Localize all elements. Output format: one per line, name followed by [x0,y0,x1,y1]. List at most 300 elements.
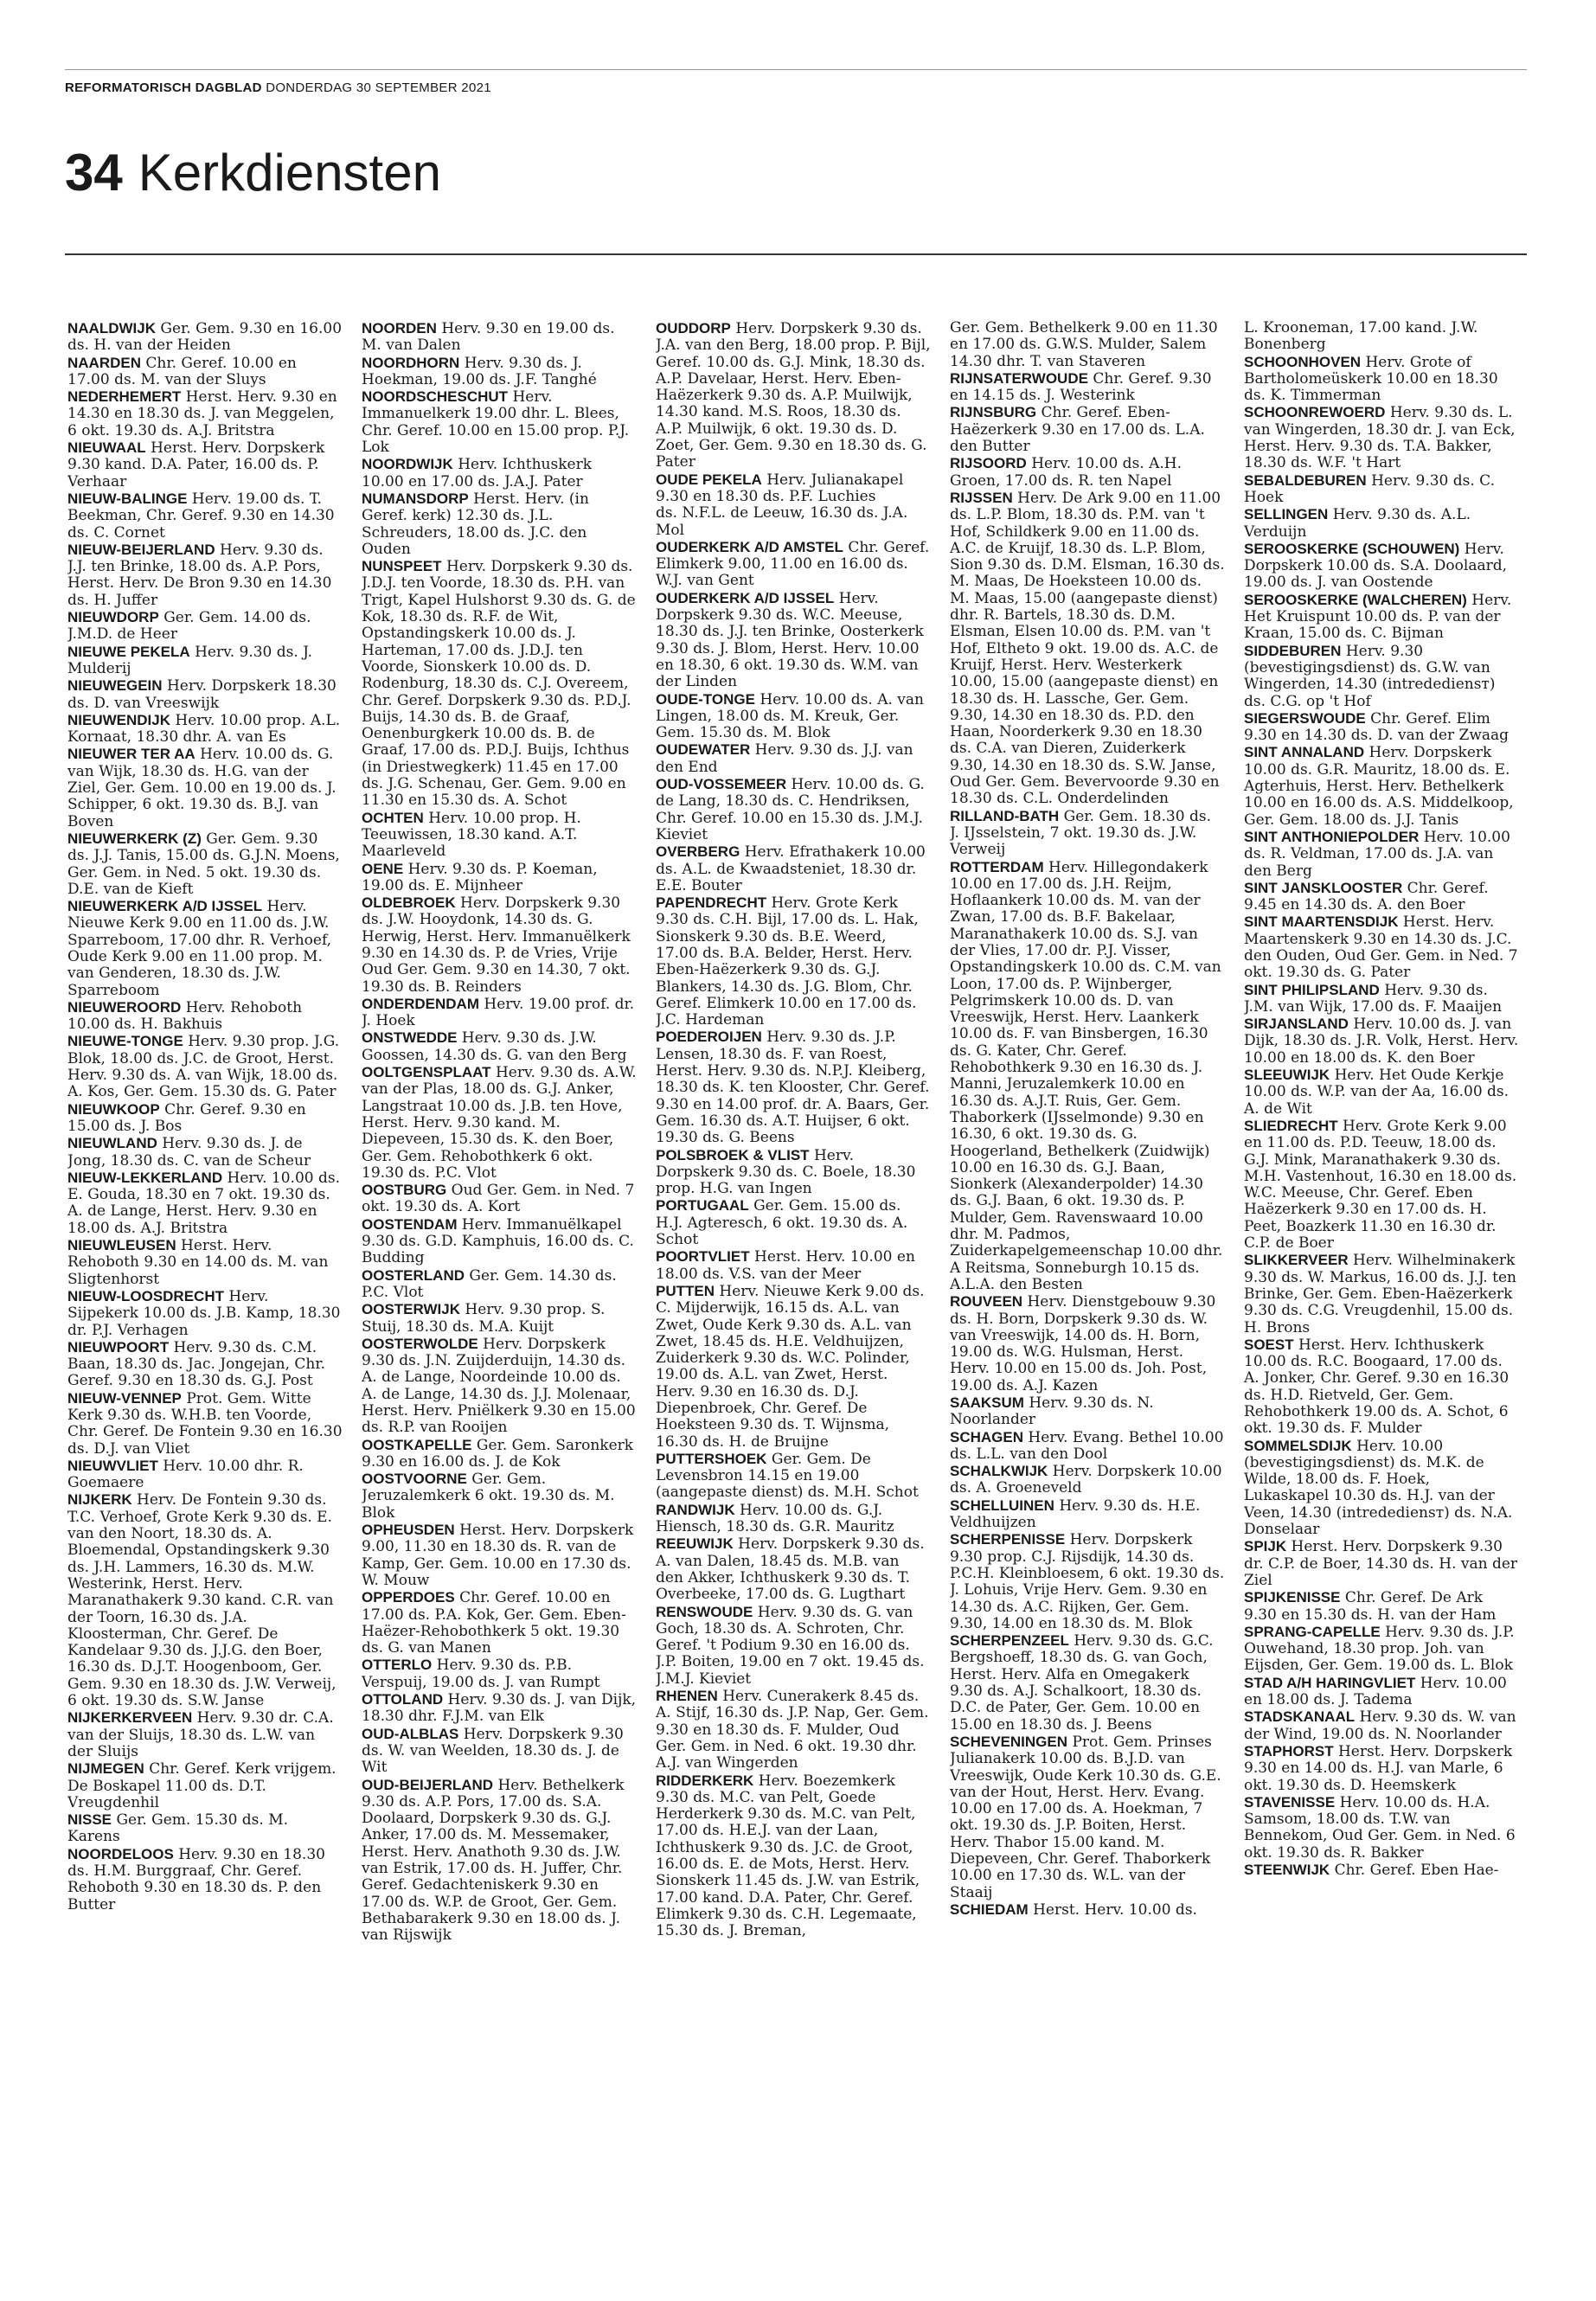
church-listing [656,1451,931,1502]
church-listing [950,320,1225,370]
service-details: Herv. 10.00 ds. H.A. Samsom, 18.00 ds. T.W. van Bennekom, Oud Ger. Gem. in Ned. 6 okt. 19.30 ds. R. Bakker [1244,1793,1516,1862]
church-listing [656,590,931,691]
issue-date: DONDERDAG 30 SEPTEMBER 2021 [266,80,491,95]
place-name: OUDDORP [656,320,731,336]
church-listing [1244,829,1519,880]
church-listing [1244,1336,1519,1438]
place-name: PORTUGAAL [656,1197,749,1215]
service-details: Herv. 9.30 dr. C.A. van der Sluijs, 18.30 ds. L.W. van der Sluijs [67,1709,334,1760]
place-name: SIEGERSWOUDE [1244,709,1366,727]
place-name: OOSTENDAM [362,1215,458,1233]
place-name: ROTTERDAM [950,858,1044,875]
service-details: Ger. Gem. Saronkerk 9.30 en 16.00 ds. J. de Kok [362,1436,634,1471]
church-listing [950,1531,1225,1632]
church-listing [67,1033,343,1100]
service-details: Herst. Herv. 10.00 ds. [1033,1900,1197,1919]
service-details: Herv. 9.30 ds. J.J. ten Brinke, 18.00 ds. A.P. Pors, Herst. Herv. De Bron 9.30 en 14.30 ds. H. Juffer [67,541,332,609]
service-details: Herst. Herv. 10.00 en 18.00 ds. V.S. van der Meer [656,1248,915,1283]
service-details: Herv. Wilhelminakerk 9.30 ds. W. Markus, 16.00 ds. J.J. ten Brinke, Ger. Gem. Eben-Haëzerkerk 9.30 ds. C.G. Vreugdenhil, 15.00 ds. H. Brons [1244,1252,1516,1336]
place-name: SPIJK [1244,1538,1287,1555]
church-listing [950,859,1225,1294]
place-name: SCHAGEN [950,1428,1024,1445]
church-listing [67,1101,343,1136]
service-details: Herv. 9.30 ds. J.P. Lensen, 18.30 ds. F. van Roest, Herst. Herv. 9.30 ds. N.P.J. Kleiberg, 18.30 ds. K. ten Klooster, Chr. Geref. 9.30 en 14.00 prof. dr. A. Baars, Ger. Gem. 16.30 ds. A.T. Huijser, 6 okt. 19.30 ds. G. Beens [656,1029,930,1147]
service-details: Chr. Geref. Eben Hae- [1334,1862,1499,1880]
service-details: Herv. Dienstgebouw 9.30 ds. H. Born, Dorpskerk 9.30 ds. W. van Vreeswijk, 14.00 ds. H. Born, 19.00 ds. W.G. Hulsman, Herst. Herv. 10.00 en 15.00 ds. Joh. Post, 19.00 ds. A.J. Kazen [950,1293,1216,1394]
service-details: Herv. Hillegondakerk 10.00 en 17.00 ds. J.H. Reijm, Hoflaankerk 10.00 ds. M. van der Zwan, 17.00 ds. B.F. Bakelaar, Maranathakerk 10.00 ds. S.J. van der Vlies, 17.00 dr. P.J. Visser, Opstandingskerk 10.00 ds. C.M. van Loon, 17.00 ds. P. Wijnberger, Pelgrimskerk 10.00 ds. D. van Vreeswijk, Herst. Herv. Laankerk 10.00 ds. F. van Binsbergen, 16.30 ds. G. Kater, Chr. Geref. Rehobothkerk 9.30 en 16.30 ds. J. Manni, Jeruzalemkerk 10.00 en 16.30 ds. A.J.T. Ruis, Ger. Gem. Thaborkerk (IJsselmonde) 9.30 en 16.30, 6 okt. 19.30 ds. G. Hoogerland, Bethelkerk (Zuidwijk) 10.00 en 16.30 ds. G.J. Baan, Sionkerk (Alexanderpolder) 14.30 ds. G.J. Baan, 6 okt. 19.30 ds. P. Mulder, Gem. Ravenswaard 10.00 dhr. M. Padmos, Zuiderkapelgemeenschap 10.00 dhr. A Reitsma, Sonneburgh 10.15 ds. A.L.A. den Besten [950,858,1223,1293]
place-name: OOLTGENSPLAAT [362,1064,491,1081]
place-name: RIDDERKERK [656,1772,754,1789]
church-listing [362,1182,637,1216]
service-details: Herv. Dorpskerk 9.30 ds. A. van Dalen, 18.45 ds. M.B. van den Akker, Ichthuskerk 9.30 ds. T. Overbeeke, 17.00 ds. G. Lugthart [656,1535,925,1604]
church-listing [950,1429,1225,1464]
place-name: SLEEUWIJK [1244,1067,1330,1084]
place-name: NOORDEN [362,320,437,336]
service-details: Herv. 10.00 en 18.00 ds. J. Tadema [1244,1674,1507,1709]
place-name: NIEUWERKERK (Z) [67,830,202,847]
place-name: SELLINGEN [1244,506,1329,523]
church-listing [950,1293,1225,1394]
church-listing [656,1502,931,1536]
church-listing [67,1760,343,1811]
place-name: STAVENISSE [1244,1793,1336,1811]
church-listing [950,1394,1225,1429]
service-details: Prot. Gem. Witte Kerk 9.30 ds. W.H.B. ten Voorde, Chr. Geref. De Fontein 9.30 en 16.30 ds. D.J. van Vliet [67,1389,343,1458]
service-details: Chr. Geref. Elimkerk 9.00, 11.00 en 16.00 ds. W.J. van Gent [656,538,930,590]
service-details: Herv. 10.00 ds. J. van Dijk, 18.30 ds. J.R. Volk, Herst. Herv. 10.00 en 18.00 ds. K. den Boer [1244,1016,1519,1067]
place-name: SEROOSKERKE (SCHOUWEN) [1244,540,1460,557]
church-listing [67,1135,343,1170]
place-name: RENSWOUDE [656,1603,753,1620]
service-details: Chr. Geref. De Ark 9.30 en 15.30 ds. H. van der Ham [1244,1589,1497,1624]
paper-name: REFORMATORISCH DAGBLAD [65,80,262,95]
church-listing [1244,982,1519,1016]
service-details: Herv. Dorpskerk 9.30 ds. J.W. Hooydonk, 14.30 ds. G. Herwig, Herst. Herv. Immanuëlkerk 9.30 en 14.30 ds. P. de Vries, Vrije Oud Ger. Gem. 9.30 en 14.30, 7 okt. 19.30 ds. B. Reinders [362,894,631,996]
church-listing [950,1463,1225,1497]
place-name: SPRANG-CAPELLE [1244,1623,1381,1640]
service-details: Herv. 9.30 prop. J.G. Blok, 18.00 ds. J.C. de Groot, Herst. Herv. 9.30 ds. A. van Wijk, 18.00 ds. A. Kos, Ger. Gem. 15.30 ds. G. Pater [67,1033,340,1101]
service-details: Herst. Herv. Dorpskerk 9.30 kand. D.A. Pater, 16.00 ds. P. Verhaar [67,439,325,490]
place-name: RHENEN [656,1688,718,1705]
church-listing [656,1147,931,1198]
place-name: ONDERDENDAM [362,995,479,1012]
service-details: Herv. Grote Kerk 9.30 ds. C.H. Bijl, 17.00 ds. L. Hak, Sionskerk 9.30 ds. B.E. Weerd, 17.00 ds. B.A. Belder, Herst. Herv. Eben-Haëzerkerk 9.30 ds. G.J. Blankers, 14.30 ds. J.G. Blom, Chr. Geref. Elimkerk 10.00 en 17.00 ds. J.C. Hardeman [656,894,919,1029]
service-details: Herv. Julianakapel 9.30 en 18.30 ds. P.F. Luchies [656,471,904,505]
place-name: NUNSPEET [362,558,442,575]
church-listing [67,320,343,355]
church-listing [1244,592,1519,643]
service-details: Ger. Gem. 18.30 ds. J. IJsselstein, 7 okt. 19.30 ds. J.W. Verweij [950,807,1211,859]
place-name: SOMMELSDIJK [1244,1437,1352,1454]
service-details: Herv. 10.00 prop. H. Teeuwissen, 18.30 kand. A.T. Maarleveld [362,809,581,861]
place-name: NIEUW-LOOSDRECHT [67,1287,224,1304]
church-listing [362,490,637,558]
service-details: Herv. 9.30 en 19.00 ds. M. van Dalen [362,320,615,355]
place-name: NUMANSDORP [362,490,469,507]
church-listing [950,455,1225,490]
church-listing [67,355,343,389]
place-name: SINT ANTHONIEPOLDER [1244,828,1420,845]
place-name: OUDERKERK A/D IJSSEL [656,589,835,606]
place-name: OUDE PEKELA [656,471,762,488]
top-rule [65,69,1527,70]
church-listing [362,1029,637,1064]
service-details: Ger. Gem. 9.30 en 16.00 ds. H. van der Heiden [67,320,343,355]
church-listing [656,843,931,894]
service-details: Herv. Rehoboth 10.00 ds. H. Bakhuis [67,998,303,1034]
church-listing [950,1901,1225,1919]
church-listing [1244,541,1519,592]
place-name: NIEUWENDIJK [67,711,171,728]
service-details: Herst. Herv. Dorpskerk 9.00, 11.30 en 18.30 ds. R. van de Kamp, Ger. Gem. 10.00 en 17.30 ds. W. Mouw [362,1522,634,1589]
service-details: Chr. Geref. 10.00 en 17.00 ds. P.A. Kok, Ger. Gem. Eben-Haëzer-Rehobothkerk 5 okt. 19.30 ds. G. van Manen [362,1589,626,1657]
service-details: Herst. Herv. Ichthuskerk 10.00 ds. R.C. Boogaard, 17.00 ds. A. Jonker, Chr. Geref. 9.30 en 16.30 ds. H.D. Rietveld, Ger. Gem. Rehobothkerk 19.00 ds. A. Schot, 6 okt. 19.30 ds. F. Mulder [1244,1336,1509,1438]
place-name: OOSTERWOLDE [362,1335,478,1352]
church-listing [656,1248,931,1283]
place-name: OVERBERG [656,843,740,861]
service-details: Ger. Gem. 14.00 ds. J.M.D. de Heer [67,609,311,644]
service-details: Herv. 9.30 ds. A.L. Verduijn [1244,506,1471,541]
church-listing [67,644,343,678]
church-listing [656,1772,931,1940]
place-name: OCHTEN [362,809,424,826]
service-details: Herv. 9.30 ds. W. van der Wind, 19.00 ds. N. Noorlander [1244,1708,1516,1743]
column-3 [656,320,931,2284]
service-details: Herv. 9.30 ds. J.J. van den End [656,741,913,776]
service-details: Herv. 9.30 ds. L. van Wingerden, 18.30 dr. J. van Eck, Herst. Herv. 9.30 ds. T.A. Bakker, 18.30 ds. W.F. 't Hart [1244,404,1516,472]
church-listing [656,894,931,1029]
church-listing [67,542,343,609]
service-details: Herv. Dorpskerk 9.30 ds. W. van Weelden, 18.30 ds. J. de Wit [362,1725,624,1777]
place-name: SCHERPENISSE [950,1531,1066,1548]
service-details: Herst. Herv. 9.30 en 14.30 en 18.30 ds. J. van Meggelen, 6 okt. 19.30 ds. A.J. Britstra [67,388,337,439]
column-5 [1244,320,1519,2284]
church-listing [362,1336,637,1437]
place-name: SIDDEBUREN [1244,642,1342,659]
place-name: NIJMEGEN [67,1760,144,1778]
service-details: Herv. Nieuwe Kerk 9.00 ds. C. Mijderwijk, 16.15 ds. A.L. van Zwet, Oude Kerk 9.30 ds. A.L. van Zwet, 18.45 ds. H.E. Veldhuijzen, Zuiderkerk 9.30 ds. W.C. Polinder, 19.00 ds. A.L. van Zwet, Herst. Herv. 9.30 en 16.30 ds. D.J. Diepenbroek, Chr. Geref. De Hoeksteen 9.30 ds. T. Wijnsma, 16.30 ds. H. de Bruijne [656,1282,925,1451]
service-details: Herv. Nieuwe Kerk 9.00 en 11.00 ds. J.W. Sparreboom, 17.00 dhr. R. Verhoef, Oude Kerk 9.00 en 11.00 prop. M. van Genderen, 18.30 ds. J.W. Sparreboom [67,898,332,999]
church-listing [1244,1708,1519,1743]
place-name: NIEUWE-TONGE [67,1033,183,1050]
place-name: RANDWIJK [656,1501,735,1518]
church-listing [362,558,637,809]
church-listing [1244,1538,1519,1589]
church-listing [362,1216,637,1267]
church-listing [362,1522,637,1589]
place-name: NIJKERK [67,1491,132,1509]
church-listing [656,741,931,776]
place-name: ONSTWEDDE [362,1029,458,1047]
service-details: Herv. Dorpskerk 10.00 ds. G.R. Mauritz, 18.00 ds. E. Agterhuis, Herst. Herv. Bethelkerk 10.00 en 16.00 ds. A.S. Middelkoop, Ger. Gem. 18.00 ds. J.J. Tanis [1244,744,1514,829]
service-details: Herv. Immanuëlkapel 9.30 ds. G.D. Kamphuis, 16.00 ds. C. Budding [362,1215,634,1267]
church-listing [362,320,637,355]
service-details: Herv. 9.30 ds. G. van Goch, 18.30 ds. A. Schroten, Chr. Geref. 't Podium 9.30 en 16.00 ds. J.P. Boiten, 19.00 en 7 okt. 19.45 ds. J.M.J. Kieviet [656,1603,925,1688]
church-listing [1244,320,1519,354]
service-details: Chr. Geref. Eben-Haëzerkerk 9.30 en 17.00 ds. L.A. den Butter [950,404,1205,456]
place-name: RIJNSBURG [950,404,1037,421]
service-details: Herv. 10.00 ds. R. Veldman, 17.00 ds. J.A. van den Berg [1244,828,1510,880]
church-listing [1244,643,1519,710]
place-name: NIEUWKOOP [67,1100,160,1118]
church-listing [1244,1118,1519,1252]
church-listing [1244,1675,1519,1709]
place-name: SOEST [1244,1336,1294,1353]
place-name: NIEUWAAL [67,439,146,457]
place-name: SAAKSUM [950,1394,1024,1411]
place-name: NIEUW-BEIJERLAND [67,541,215,558]
service-details: Prot. Gem. Prinses Julianakerk 10.00 ds. B.J.D. van Vreeswijk, Oude Kerk 10.30 ds. G.E. van der Hout, Herst. Herv. Evang. 10.00 en 17.00 ds. A. Hoekman, 7 okt. 19.30 ds. J.P. Boiten, Herst. Herv. Thabor 15.00 kand. M. Diepeveen, Chr. Geref. Thaborkerk 10.00 en 17.30 ds. W.L. van der Staaij [950,1733,1221,1901]
place-name: PUTTEN [656,1282,715,1299]
place-name: SLIEDRECHT [1244,1117,1338,1134]
place-name: NIEUWVLIET [67,1457,158,1474]
church-listing [67,439,343,490]
church-listing [67,1709,343,1760]
service-details: Herv. 10.00 ds. G.J. Hiensch, 18.30 ds. G.R. Mauritz [656,1501,894,1536]
church-listing [362,894,637,996]
church-listing [656,505,931,539]
church-listing [67,898,343,999]
service-details: Herv. 10.00 dhr. R. Goemaere [67,1457,304,1492]
service-details: Herv. Efrathakerk 10.00 ds. A.L. de Kwaadsteniet, 18.30 dr. E.E. Bouter [656,843,926,894]
service-details: Herv. Het Oude Kerkje 10.00 ds. W.P. van der Aa, 16.00 ds. A. de Wit [1244,1067,1509,1118]
place-name: NOORDWIJK [362,456,453,473]
place-name: NIEUWERKERK A/D IJSSEL [67,898,263,915]
service-details: Herv. 9.30 ds. J. Hoekman, 19.00 ds. J.F. Tanghé [362,354,597,388]
church-listing [67,388,343,439]
church-listing [1244,354,1519,405]
service-details: Herv. 9.30 (bevestigingsdienst) ds. G.W. van Wingerden, 14.30 (intredediensт) ds. C.G. op 't Hof [1244,642,1496,710]
church-listing [67,677,343,712]
church-listing [950,370,1225,405]
service-details: Herv. 9.30 ds. A.W. van der Plas, 18.00 ds. G.J. Anker, Langstraat 10.00 ds. J.B. ten Hove, Herst. Herv. 9.30 kand. M. Diepeveen, 15.30 ds. K. den Boer, Ger. Gem. Rehobothkerk 6 okt. 19.30 ds. P.C. Vlot [362,1064,637,1182]
service-details: Herv. 10.00 prop. A.L. Kornaat, 18.30 dhr. A. van Es [67,711,341,747]
place-name: NOORDSCHESCHUT [362,388,509,406]
service-details: Ger. Gem. Bethelkerk 9.00 en 11.30 en 17.00 ds. G.W.S. Mulder, Salem 14.30 dhr. T. van Staveren [950,320,1218,370]
place-name: POEDEROIJEN [656,1029,762,1046]
place-name: SCHEVENINGEN [950,1733,1068,1750]
place-name: NIEUWDORP [67,609,159,626]
service-details: Herv. 9.30 prop. S. Stuij, 18.30 ds. M.A. Kuijt [362,1301,606,1336]
church-listing [1244,710,1519,745]
church-listing [1244,913,1519,981]
church-listing [362,1301,637,1336]
place-name: POORTVLIET [656,1248,750,1266]
church-listing [950,1734,1225,1901]
service-details: Ger. Gem. Jeruzalemkerk 6 okt. 19.30 ds. M. Blok [362,1471,615,1522]
place-name: NIEUWLEUSEN [67,1237,176,1254]
place-name: NIEUW-BALINGE [67,490,188,507]
service-details: Herv. 9.30 ds. C.M. Baan, 18.30 ds. Jac. Jongejan, Chr. Geref. 9.30 en 18.30 ds. G.J. Post [67,1338,326,1390]
service-details: Herst. Herv. (in Geref. kerk) 12.30 ds. J.L. Schreuders, 18.00 ds. J.C. den Ouden [362,490,589,558]
church-listing [656,1283,931,1451]
service-details: Herv. 9.30 ds. J. de Jong, 18.30 ds. C. van de Scheur [67,1135,311,1170]
place-name: NAALDWIJK [67,320,156,336]
listings [67,320,1529,2284]
church-listing [362,810,637,861]
service-details: Herv. Dorpskerk 9.30 ds. J.N. Zuijderduijn, 14.30 ds. A. de Lange, Noordeinde 10.00 ds. A. de Lange, 14.30 ds. J.J. Molenaar, Herst. Herv. Pniëlkerk 9.30 en 15.00 ds. R.P. van Rooijen [362,1335,636,1437]
church-listing [950,490,1225,808]
service-details: Herv. 9.30 ds. J. van Dijk, 18.30 dhr. F.J.M. van Elk [362,1691,637,1726]
service-details: Chr. Geref. Kerk vrijgem. De Boskapel 11.00 ds. D.T. Vreugdenhil [67,1760,337,1811]
service-details: Herv. 10.00 ds. G. van Wijk, 18.30 ds. H.G. van der Ziel, Ger. Gem. 10.00 en 19.00 ds. J. Schipper, 6 okt. 19.30 ds. B.J. van Boven [67,746,337,830]
service-details: Herv. Dorpskerk 18.30 ds. D. van Vreeswijk [67,677,337,712]
place-name: SCHALKWIJK [950,1463,1048,1480]
service-details: Herv. 10.00 ds. A.H. Groen, 17.00 ds. R. ten Napel [950,455,1183,490]
place-name: NAARDEN [67,354,141,371]
place-name: SPIJKENISSE [1244,1589,1341,1606]
place-name: OOSTERWIJK [362,1301,460,1318]
church-listing [67,1846,343,1913]
service-details: Herv. Grote of Bartholomeüskerk 10.00 en 18.30 ds. K. Timmerman [1244,353,1498,405]
place-name: OLDEBROEK [362,894,456,912]
place-name: NISSE [67,1811,112,1829]
church-listing [1244,1016,1519,1067]
service-details: Oud Ger. Gem. in Ned. 7 okt. 19.30 ds. A. Kort [362,1182,635,1216]
place-name: SCHOONREWOERD [1244,404,1386,421]
place-name: SINT JANSKLOOSTER [1244,879,1403,896]
church-listing [362,388,637,456]
church-listing [362,1267,637,1302]
service-details: Herv. 9.30 ds. J.P. Ouwehand, 18.30 prop. Joh. van Eijsden, Ger. Gem. 19.00 ds. L. Blok [1244,1623,1515,1675]
service-details: Ger. Gem. 9.30 ds. J.J. Tanis, 15.00 ds. G.J.N. Moens, Ger. Gem. in Ned. 5 okt. 19.30 ds. D.E. van de Kieft [67,830,340,898]
church-listing [67,1288,343,1339]
service-details: Ger. Gem. 15.30 ds. M. Karens [67,1811,289,1846]
church-listing [950,404,1225,455]
church-listing [950,808,1225,859]
place-name: SCHERPENZEEL [950,1632,1069,1650]
church-listing [1244,1252,1519,1336]
church-listing [362,1777,637,1945]
service-details: Herv. 9.30 ds. J.M. van Wijk, 17.00 ds. F. Maaijen [1244,981,1503,1016]
church-listing [656,539,931,590]
church-listing [67,712,343,747]
service-details: L. Krooneman, 17.00 kand. J.W. Bonenberg [1244,320,1478,354]
place-name: NIEUW-LEKKERLAND [67,1169,223,1186]
place-name: NEDERHEMERT [67,388,182,406]
place-name: NOORDELOOS [67,1845,174,1862]
place-name: NIEUW-VENNEP [67,1389,182,1407]
church-listing [1244,472,1519,507]
service-details: Herv. Cunerakerk 8.45 ds. A. Stijf, 16.30 ds. J.P. Nap, Ger. Gem. 9.30 en 18.30 ds. F. Mulder, Oud Ger. Gem. in Ned. 6 okt. 19.30 dhr. A.J. van Wingerden [656,1688,929,1772]
church-listing [1244,1067,1519,1118]
service-details: Herv. De Ark 9.00 en 11.00 ds. L.P. Blom, 18.30 ds. P.M. van 't Hof, Schildkerk 9.00 en 11.00 ds. A.C. de Kruijf, 18.30 ds. L.P. Blom, Sion 9.30 ds. D.M. Elsman, 16.30 ds. M. Maas, De Hoeksteen 10.00 ds. M. Maas, 15.00 (aangepaste dienst) dhr. R. Bartels, 18.30 ds. D.M. Elsman, Elsen 10.00 ds. P.M. van 't Hof, Eltheto 9 okt. 19.00 ds. A.C. de Kruijf, Herst. Herv. Westerkerk 10.00, 15.00 (aangepaste dienst) en 18.30 ds. H. Lassche, Ger. Gem. 9.30, 14.30 en 18.30 ds. P.D. den Haan, Noorderkerk 9.30 en 18.30 ds. C.A. van Dieren, Zuiderkerk 9.30, 14.30 en 18.30 ds. S.W. Janse, Oud Ger. Gem. Bevervoorde 9.30 en 18.30 ds. C.L. Onderdelinden [950,489,1225,808]
service-details: Herv. 9.30 ds. J. Mulderij [67,643,313,677]
place-name: NIEUWEGEIN [67,677,163,695]
service-details: Herv. 9.30 en 18.30 ds. H.M. Burggraaf, Chr. Geref. Rehoboth 9.30 en 18.30 ds. P. den Butter [67,1845,325,1913]
place-name: OTTOLAND [362,1691,444,1708]
service-details: Herv. Dorpskerk 9.30 ds. J.D.J. ten Voorde, 18.30 ds. P.H. van Trigt, Kapel Hulshorst 9.30 ds. G. de Kok, 18.30 ds. R.F. de Wit, Opstandingskerk 10.00 ds. J. Harteman, 17.00 ds. J.D.J. ten Voorde, Sionskerk 10.00 ds. D. Rodenburg, 18.30 ds. C.J. Overeem, Chr. Geref. Dorpskerk 9.30 ds. P.D.J. Buijs, 14.30 ds. B. de Graaf, Oenenburgkerk 10.00 ds. B. de Graaf, 17.00 ds. P.D.J. Buijs, Ichthus (in Driestwegkerk) 11.45 en 17.00 ds. J.G. Schenau, Ger. Gem. 9.00 en 11.30 en 15.30 ds. A. Schot [362,558,636,810]
place-name: SCHOONHOVEN [1244,353,1362,370]
place-name: OUD-ALBLAS [362,1725,459,1742]
service-details: Chr. Geref. 9.30 en 14.15 ds. J. Westerink [950,369,1212,405]
place-name: OTTERLO [362,1657,433,1674]
section-title: Kerkdiensten [138,144,441,202]
place-name: OUDEWATER [656,741,751,759]
service-details: Herv. 9.30 ds. G.C. Bergshoeff, 18.30 ds. G. van Goch, Herst. Herv. Alfa en Omegakerk 9.30 ds. A.J. Schalkoort, 18.30 ds. D.C. de Pater, Ger. Gem. 10.00 en 15.00 en 18.30 ds. J. Beens [950,1632,1214,1734]
header-rule [65,253,1527,255]
place-name: OUD-VOSSEMEER [656,776,787,793]
place-name: STAPHORST [1244,1742,1334,1759]
service-details: Herst. Herv. Dorpskerk 9.30 dr. C.P. de Boer, 14.30 ds. H. van der Ziel [1244,1538,1518,1589]
service-details: Herv. Dorpskerk 10.00 ds. A. Groeneveld [950,1463,1222,1497]
church-listing [67,999,343,1034]
service-details: Herv. 10.00 ds. A. van Lingen, 18.00 ds. M. Kreuk, Ger. Gem. 15.30 ds. M. Blok [656,690,924,742]
service-details: Herv. Dorpskerk 9.30 ds. W.C. Meeuse, 18.30 ds. J.J. ten Brinke, Oosterkerk 9.30 ds. J. Blom, Herst. Herv. 10.00 en 18.30, 6 okt. 19.30 ds. W.M. van der Linden [656,589,924,691]
place-name: OUDERKERK A/D AMSTEL [656,538,843,555]
church-listing [67,1811,343,1846]
service-details: ds. N.F.L. de Leeuw, 16.30 ds. J.A. Mol [656,504,908,539]
place-name: OPHEUSDEN [362,1522,455,1539]
service-details: Chr. Geref. Elim 9.30 en 14.30 ds. D. van der Zwaag [1244,709,1509,745]
place-name: PAPENDRECHT [656,894,767,912]
church-listing [1244,404,1519,471]
church-listing [656,1688,931,1772]
church-listing [656,1535,931,1603]
place-name: SEROOSKERKE (WALCHEREN) [1244,591,1467,608]
service-details: Herv. Het Kruispunt 10.00 ds. P. van der Kraan, 15.00 ds. C. Bijman [1244,591,1512,643]
service-details: Chr. Geref. 9.45 en 14.30 ds. A. den Boer [1244,879,1489,914]
place-name: PUTTERSHOEK [656,1450,767,1467]
service-details: Ger. Gem. 14.30 ds. P.C. Vlot [362,1266,617,1301]
place-name: STEENWIJK [1244,1862,1330,1879]
church-listing [362,1657,637,1691]
church-listing [362,1589,637,1657]
place-name: OOSTERLAND [362,1266,465,1284]
church-listing [656,776,931,843]
place-name: STAD A/H HARINGVLIET [1244,1674,1416,1691]
place-name: POLSBROEK & VLIST [656,1146,810,1163]
church-listing [362,456,637,490]
church-listing [67,830,343,898]
service-details: Herv. Immanuelkerk 19.00 dhr. L. Blees, Chr. Geref. 10.00 en 15.00 prop. P.J. Lok [362,388,630,457]
service-details: Herv. 19.00 prof. dr. J. Hoek [362,995,635,1030]
service-details: Herv. Bethelkerk 9.30 ds. A.P. Pors, 17.00 ds. S.A. Doolaard, Dorpskerk 9.30 ds. G.J. Anker, 17.00 ds. M. Messemaker, Herst. Herv. Anathoth 9.30 ds. J.W. van Estrik, 17.00 ds. H. Juffer, Chr. Geref. Gedachteniskerk 9.30 en 17.00 ds. W.P. de Groot, Ger. Gem. Bethabarakerk 9.30 en 18.00 ds. J. van Rijswijk [362,1776,625,1945]
place-name: SLIKKERVEER [1244,1252,1349,1269]
service-details: Herv. De Fontein 9.30 ds. T.C. Verhoef, Grote Kerk 9.30 ds. E. van den Noort, 18.30 ds. A. Bloemendal, Opstandingskerk 9.30 ds. J.H. Lammers, 16.30 ds. M.W. Westerink, Herst. Herv. Maranathakerk 9.30 kand. C.R. van der Toorn, 16.30 ds. J.A. Kloosterman, Chr. Geref. De Kandelaar 9.30 ds. J.J.G. den Boer, 16.30 ds. D.J.T. Hoogenboom, Ger. Gem. 9.30 en 18.30 ds. J.W. Verweij, 6 okt. 19.30 ds. S.W. Janse [67,1491,337,1710]
church-listing [1244,880,1519,914]
church-listing [1244,1743,1519,1794]
place-name: OOSTKAPELLE [362,1436,472,1453]
place-name: OUD-BEIJERLAND [362,1776,494,1793]
church-listing [362,861,637,895]
church-listing [362,1726,637,1777]
place-name: SEBALDEBUREN [1244,471,1367,489]
church-listing [362,1471,637,1522]
page-title [65,143,441,203]
church-listing [67,1458,343,1492]
place-name: RIJSSEN [950,489,1013,506]
service-details: Herv. 9.30 ds. N. Noorlander [950,1394,1154,1429]
place-name: OPPERDOES [362,1589,455,1606]
place-name: STADSKANAAL [1244,1708,1356,1726]
place-name: OOSTVOORNE [362,1471,467,1488]
church-listing [1244,1438,1519,1539]
place-name: REEUWIJK [656,1535,734,1553]
service-details: Herv. Sijpekerk 10.00 ds. J.B. Kamp, 18.30 dr. P.J. Verhagen [67,1287,341,1339]
service-details: Herv. 9.30 ds. H.E. Veldhuijzen [950,1497,1201,1532]
church-listing [362,996,637,1030]
church-listing [950,1497,1225,1532]
column-1 [67,320,343,2284]
church-listing [656,691,931,742]
church-listing [362,1691,637,1726]
place-name: OUDE-TONGE [656,690,755,708]
church-listing [67,1170,343,1237]
service-details: Herv. Dorpskerk 9.30 prop. C.J. Rijsdijk, 14.30 ds. P.C.H. Kleinbloesem, 6 okt. 19.30 ds. J. Lohuis, Vrije Herv. Gem. 9.30 en 14.30 ds. A.C. Rijken, Ger. Gem. 9.30, 14.00 en 18.30 ds. M. Blok [950,1531,1225,1632]
church-listing [362,1437,637,1471]
place-name: NIEUWER TER AA [67,746,195,763]
